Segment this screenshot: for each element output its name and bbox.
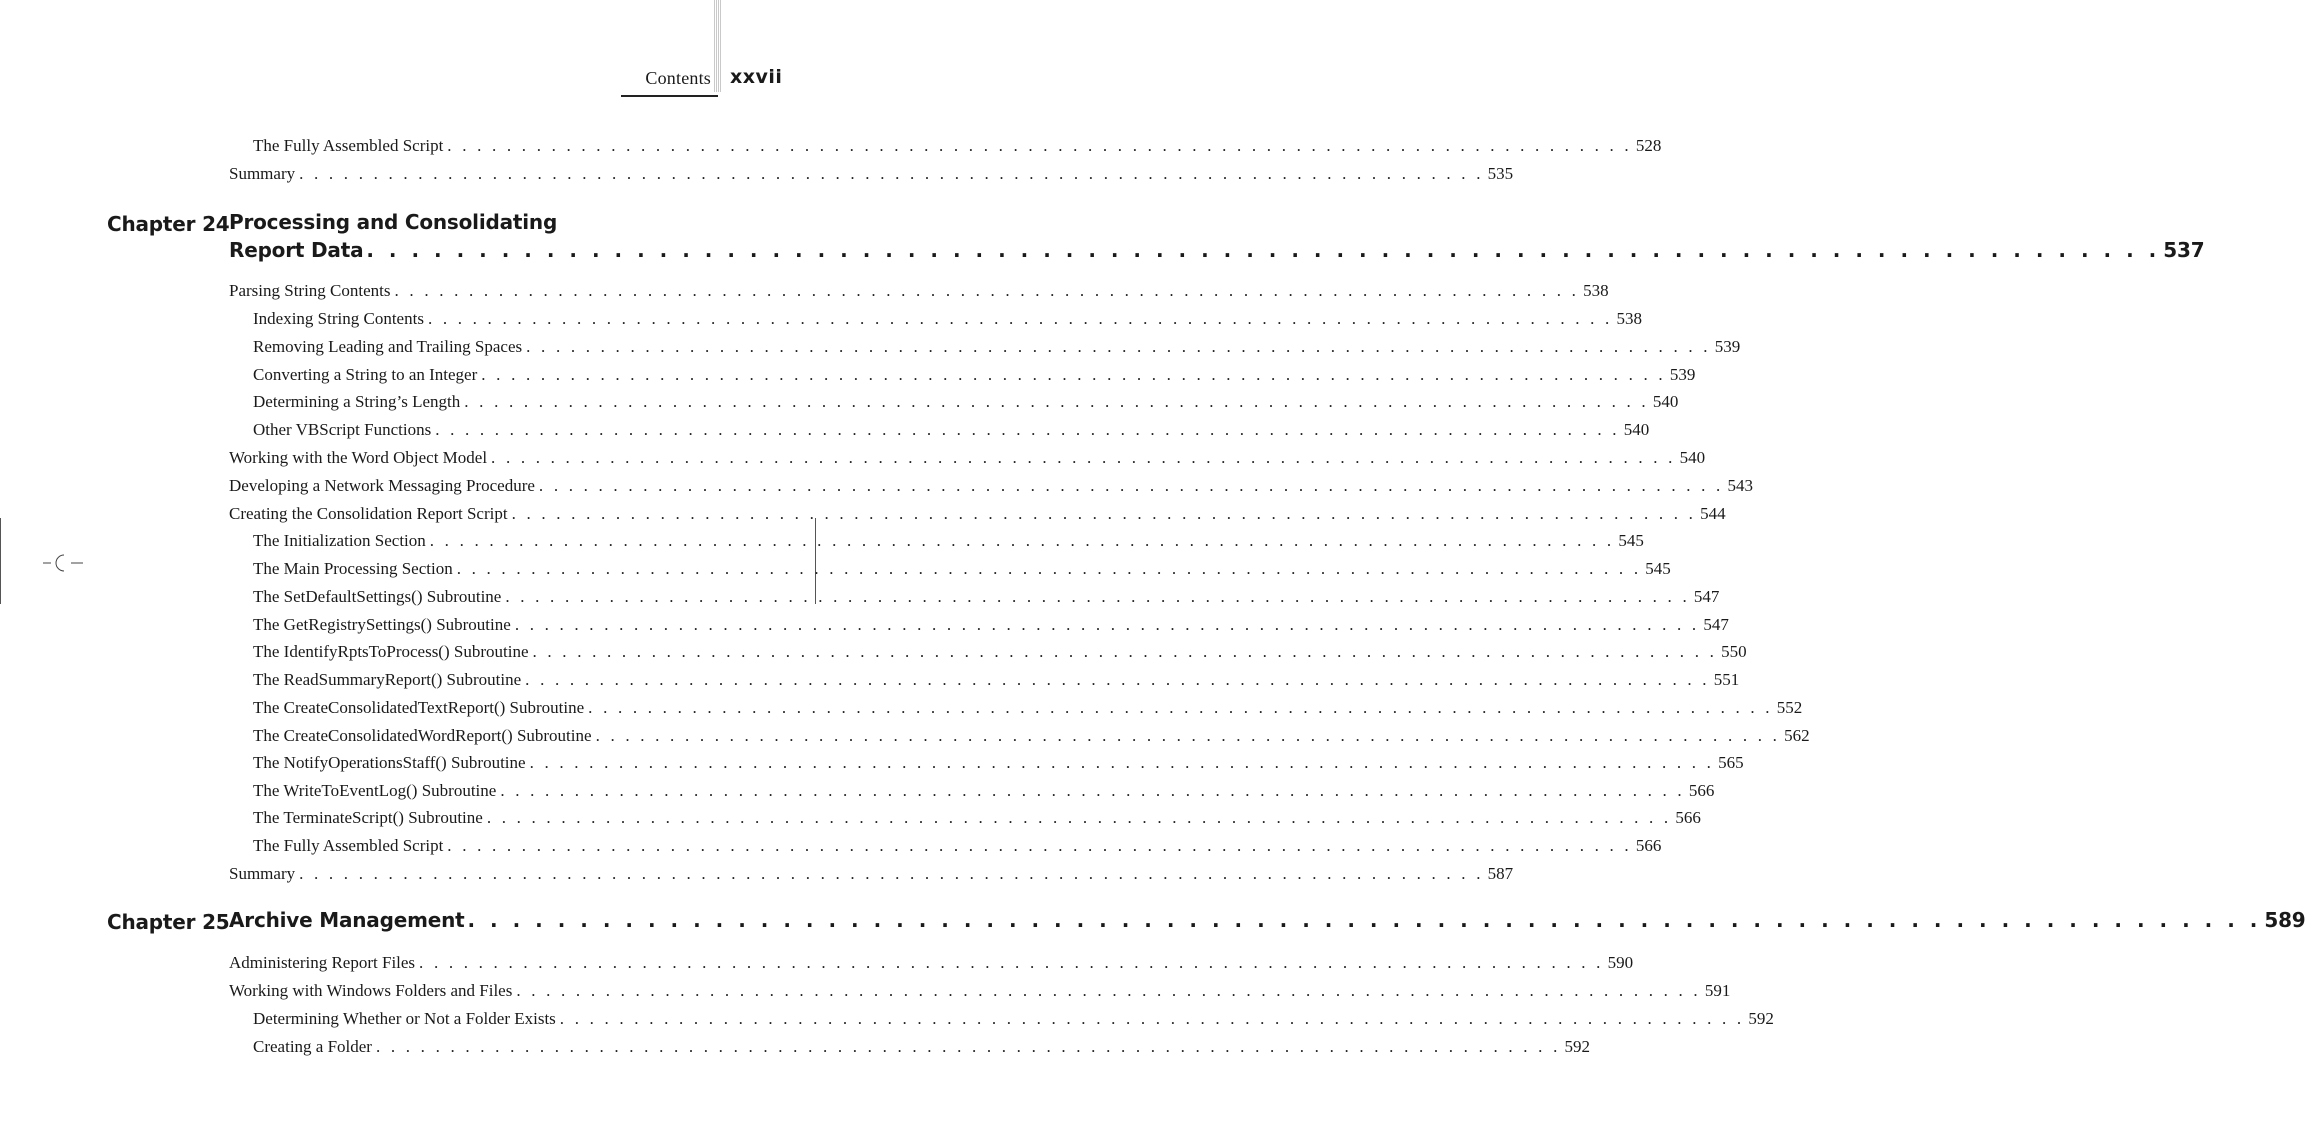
leader-dots: . . . . . . . . . . . . . . . . . . . . . . . . . . . . . . . . . . . . . . . . . . . . . . . . . . . . . . . . . . . . . . . . . . . . . . . . . . . . . . . .: [366, 238, 2161, 262]
toc-entry-title: The TerminateScript() Subroutine: [253, 808, 483, 827]
chapter-title: Report Data: [229, 238, 364, 262]
toc-entry[interactable]: [229, 448, 1706, 472]
toc-entry[interactable]: [229, 164, 1514, 188]
toc-entry[interactable]: [253, 836, 1662, 860]
leader-dots: . . . . . . . . . . . . . . . . . . . . . . . . . . . . . . . . . . . . . . . . . . . . . . . . . . . . . . . . . . . . . . . . . . . . . . . . . . . . . . . .: [532, 642, 1718, 661]
toc-entry-title: Working with Windows Folders and Files: [229, 981, 513, 1000]
toc-entry-title: Working with the Word Object Model: [229, 448, 488, 467]
toc-entry[interactable]: [253, 753, 1744, 777]
header-underline: [621, 95, 718, 97]
toc-entry-title: Other VBScript Functions: [253, 420, 432, 439]
leader-dots: . . . . . . . . . . . . . . . . . . . . . . . . . . . . . . . . . . . . . . . . . . . . . . . . . . . . . . . . . . . . . . . . . . . . . . . . . . . . . . . .: [394, 281, 1580, 300]
toc-entry-title: The SetDefaultSettings() Subroutine: [253, 587, 502, 606]
toc-entry-page: 545: [1618, 531, 1644, 550]
leader-dots: . . . . . . . . . . . . . . . . . . . . . . . . . . . . . . . . . . . . . . . . . . . . . . . . . . . . . . . . . . . . . . . . . . . . . . . . . . . . . . . .: [299, 864, 1484, 883]
chapter-title: Processing and Consolidating: [229, 210, 558, 234]
toc-entry-title: Parsing String Contents: [229, 281, 391, 300]
toc-entry[interactable]: [253, 309, 1643, 333]
header-decorative-bar: [714, 0, 722, 92]
page-number: xxvii: [730, 66, 783, 88]
leader-dots: . . . . . . . . . . . . . . . . . . . . . . . . . . . . . . . . . . . . . . . . . . . . . . . . . . . . . . . . . . . . . . . . . . . . . . . . . . . . . . . .: [375, 1037, 1561, 1056]
toc-entry-title: Removing Leading and Trailing Spaces: [253, 337, 523, 356]
toc-entry[interactable]: [229, 981, 1731, 1005]
toc-entry[interactable]: [253, 392, 1679, 416]
toc-entry-page: 544: [1700, 504, 1726, 523]
toc-entry-title: Creating a Folder: [253, 1037, 372, 1056]
toc-entry-page: 535: [1487, 164, 1514, 183]
toc-entry-page: 543: [1727, 476, 1753, 495]
toc-entry-page: 551: [1713, 670, 1740, 689]
toc-entry-page: 566: [1688, 781, 1715, 800]
toc-entry[interactable]: [229, 504, 1726, 528]
toc-entry-title: Determining a String’s Length: [253, 392, 461, 411]
leader-dots: . . . . . . . . . . . . . . . . . . . . . . . . . . . . . . . . . . . . . . . . . . . . . . . . . . . . . . . . . . . . . . . . . . . . . . . . . . . . . . . .: [481, 365, 1666, 384]
toc-entry-title: The CreateConsolidatedTextReport() Subroutine: [253, 698, 585, 717]
toc-entry-title: Summary: [229, 164, 296, 183]
chapter-page: 589: [2264, 908, 2306, 932]
toc-entry-page: 550: [1721, 642, 1747, 661]
toc-entry-page: 587: [1487, 864, 1514, 883]
toc-entry-title: Administering Report Files: [229, 953, 416, 972]
toc-entry[interactable]: [253, 337, 1741, 361]
toc-entry-title: The CreateConsolidatedWordReport() Subroutine: [253, 726, 592, 745]
toc-entry[interactable]: [253, 1037, 1591, 1061]
toc-entry[interactable]: [253, 587, 1720, 611]
toc-entry-title: The IdentifyRptsToProcess() Subroutine: [253, 642, 529, 661]
toc-entry[interactable]: [253, 642, 1747, 666]
toc-entry-page: 590: [1607, 953, 1634, 972]
toc-entry-title: The Fully Assembled Script: [253, 136, 444, 155]
toc-entry-page: 539: [1669, 365, 1696, 384]
toc-entry-page: 528: [1635, 136, 1662, 155]
leader-dots: . . . . . . . . . . . . . . . . . . . . . . . . . . . . . . . . . . . . . . . . . . . . . . . . . . . . . . . . . . . . . . . . . . . . . . . . . . . . . . . .: [538, 476, 1724, 495]
toc-entry-title: Determining Whether or Not a Folder Exists: [253, 1009, 556, 1028]
toc-entry[interactable]: [229, 281, 1609, 305]
leader-dots: . . . . . . . . . . . . . . . . . . . . . . . . . . . . . . . . . . . . . . . . . . . . . . . . . . . . . . . . . . . . . . . . . . . . . . . . . . . . . . . .: [526, 337, 1711, 356]
toc-entry[interactable]: [253, 420, 1650, 444]
toc-entry-title: Converting a String to an Integer: [253, 365, 478, 384]
leader-dots: . . . . . . . . . . . . . . . . . . . . . . . . . . . . . . . . . . . . . . . . . . . . . . . . . . . . . . . . . . . . . . . . . . . . . . . . . . . . . . . .: [447, 836, 1632, 855]
running-header-title: Contents: [645, 68, 711, 88]
leader-dots: . . . . . . . . . . . . . . . . . . . . . . . . . . . . . . . . . . . . . . . . . . . . . . . . . . . . . . . . . . . . . . . . . . . . . . . . . . . . . . . .: [491, 448, 1676, 467]
toc-entry-page: 545: [1645, 559, 1671, 578]
toc-entry-page: 539: [1714, 337, 1741, 356]
toc-entry-page: 562: [1784, 726, 1810, 745]
leader-dots: . . . . . . . . . . . . . . . . . . . . . . . . . . . . . . . . . . . . . . . . . . . . . . . . . . . . . . . . . . . . . . . . . . . . . . . . . . . . . . . .: [525, 670, 1710, 689]
toc-entry-title: Developing a Network Messaging Procedure: [229, 476, 535, 495]
leader-dots: . . . . . . . . . . . . . . . . . . . . . . . . . . . . . . . . . . . . . . . . . . . . . . . . . . . . . . . . . . . . . . . . . . . . . . . . . . . . . . . .: [486, 808, 1672, 827]
leader-dots: . . . . . . . . . . . . . . . . . . . . . . . . . . . . . . . . . . . . . . . . . . . . . . . . . . . . . . . . . . . . . . . . . . . . . . . . . . . . . . . .: [435, 420, 1620, 439]
chapter-24-title-line2[interactable]: [229, 238, 2205, 266]
leader-dots: . . . . . . . . . . . . . . . . . . . . . . . . . . . . . . . . . . . . . . . . . . . . . . . . . . . . . . . . . . . . . . . . . . . . . . . . . . . . . . . .: [505, 587, 1690, 606]
leader-dots: . . . . . . . . . . . . . . . . . . . . . . . . . . . . . . . . . . . . . . . . . . . . . . . . . . . . . . . . . . . . . . . . . . . . . . . . . . . . . . . .: [447, 136, 1632, 155]
leader-dots: . . . . . . . . . . . . . . . . . . . . . . . . . . . . . . . . . . . . . . . . . . . . . . . . . . . . . . . . . . . . . . . . . . . . . . . . . . . . . . . .: [464, 392, 1649, 411]
leader-dots: . . . . . . . . . . . . . . . . . . . . . . . . . . . . . . . . . . . . . . . . . . . . . . . . . . . . . . . . . . . . . . . . . . . . . . . . . . . . . . . .: [299, 164, 1484, 183]
toc-entry-page: 547: [1693, 587, 1720, 606]
leader-dots: . . . . . . . . . . . . . . . . . . . . . . . . . . . . . . . . . . . . . . . . . . . . . . . . . . . . . . . . . . . . . . . . . . . . . . . . . . . . . . . .: [429, 531, 1615, 550]
toc-entry-title: Creating the Consolidation Report Script: [229, 504, 508, 523]
leader-dots: . . . . . . . . . . . . . . . . . . . . . . . . . . . . . . . . . . . . . . . . . . . . . . . . . . . . . . . . . . . . . . . . . . . . . . . . . . . . . . . .: [588, 698, 1773, 717]
toc-entry-page: 538: [1616, 309, 1643, 328]
toc-entry-title: The NotifyOperationsStaff() Subroutine: [253, 753, 526, 772]
toc-entry-page: 540: [1679, 448, 1706, 467]
leader-dots: . . . . . . . . . . . . . . . . . . . . . . . . . . . . . . . . . . . . . . . . . . . . . . . . . . . . . . . . . . . . . . . . . . . . . . . . . . . . . . . .: [419, 953, 1604, 972]
leader-dots: . . . . . . . . . . . . . . . . . . . . . . . . . . . . . . . . . . . . . . . . . . . . . . . . . . . . . . . . . . . . . . . . . . . . . . . . . . . . . . . .: [500, 781, 1685, 800]
leader-dots: . . . . . . . . . . . . . . . . . . . . . . . . . . . . . . . . . . . . . . . . . . . . . . . . . . . . . . . . . . . . . . . . . . . . . . . . . . . . . . . .: [456, 559, 1642, 578]
crop-mark-left: [0, 518, 1, 604]
leader-dots: . . . . . . . . . . . . . . . . . . . . . . . . . . . . . . . . . . . . . . . . . . . . . . . . . . . . . . . . . . . . . . . . . . . . . . . . . . . . . . . .: [559, 1009, 1745, 1028]
toc-entry[interactable]: [253, 1009, 1774, 1033]
chapter-page: 537: [2163, 238, 2205, 262]
toc-entry-page: 540: [1652, 392, 1679, 411]
leader-dots: . . . . . . . . . . . . . . . . . . . . . . . . . . . . . . . . . . . . . . . . . . . . . . . . . . . . . . . . . . . . . . . . . . . . . . . . . . . . . . . .: [529, 753, 1715, 772]
toc-entry[interactable]: [253, 365, 1696, 389]
toc-entry[interactable]: [253, 559, 1671, 583]
toc-entry[interactable]: [253, 136, 1662, 160]
toc-entry[interactable]: [253, 670, 1740, 694]
toc-entry[interactable]: [253, 531, 1644, 555]
toc-entry-page: 566: [1675, 808, 1701, 827]
toc-entry-title: Summary: [229, 864, 296, 883]
leader-dots: . . . . . . . . . . . . . . . . . . . . . . . . . . . . . . . . . . . . . . . . . . . . . . . . . . . . . . . . . . . . . . . . . . . . . . . . . . . . . . . .: [514, 615, 1700, 634]
toc-entry[interactable]: [253, 698, 1803, 722]
toc-entry[interactable]: [229, 476, 1753, 500]
toc-entry-page: 591: [1704, 981, 1731, 1000]
toc-entry[interactable]: [253, 615, 1729, 639]
chapter-25-label: Chapter 25: [107, 910, 230, 934]
toc-entry-title: The Main Processing Section: [253, 559, 453, 578]
leader-dots: . . . . . . . . . . . . . . . . . . . . . . . . . . . . . . . . . . . . . . . . . . . . . . . . . . . . . . . . . . . . . . . . . . . . . . . . . . . . . . . .: [427, 309, 1613, 328]
toc-entry-page: 538: [1583, 281, 1609, 300]
toc-entry-title: Indexing String Contents: [253, 309, 424, 328]
chapter-24-title-line1[interactable]: [229, 210, 709, 238]
toc-entry-page: 565: [1718, 753, 1744, 772]
toc-entry-page: 552: [1776, 698, 1803, 717]
registration-mark-icon: [40, 548, 86, 578]
leader-dots: . . . . . . . . . . . . . . . . . . . . . . . . . . . . . . . . . . . . . . . . . . . . . . . . . . . . . . . . . . . . . . . . . . . . . . . . . . . . . . . .: [511, 504, 1697, 523]
leader-dots: . . . . . . . . . . . . . . . . . . . . . . . . . . . . . . . . . . . . . . . . . . . . . . . . . . . . . . . . . . . . . . . . . . . . . . . . . . . . . . . .: [595, 726, 1781, 745]
toc-entry-title: The Fully Assembled Script: [253, 836, 444, 855]
toc-entry[interactable]: [253, 808, 1701, 832]
toc-entry-page: 540: [1623, 420, 1650, 439]
toc-entry-title: The GetRegistrySettings() Subroutine: [253, 615, 511, 634]
toc-entry-page: 592: [1748, 1009, 1774, 1028]
toc-entry-page: 566: [1635, 836, 1662, 855]
chapter-title: Archive Management: [229, 908, 465, 932]
toc-entry[interactable]: [229, 864, 1514, 888]
toc-entry[interactable]: [229, 953, 1634, 977]
toc-entry-page: 547: [1703, 615, 1729, 634]
leader-dots: . . . . . . . . . . . . . . . . . . . . . . . . . . . . . . . . . . . . . . . . . . . . . . . . . . . . . . . . . . . . . . . . . . . . . . . . . . . . . . . .: [516, 981, 1701, 1000]
chapter-25-title[interactable]: [229, 908, 2306, 936]
leader-dots: . . . . . . . . . . . . . . . . . . . . . . . . . . . . . . . . . . . . . . . . . . . . . . . . . . . . . . . . . . . . . . . . . . . . . . . . . . . . . . . .: [467, 908, 2262, 932]
toc-entry[interactable]: [253, 726, 1810, 750]
toc-entry-title: The Initialization Section: [253, 531, 426, 550]
toc-entry[interactable]: [253, 781, 1715, 805]
chapter-24-label: Chapter 24: [107, 212, 230, 236]
toc-entry-page: 592: [1564, 1037, 1591, 1056]
toc-entry-title: The ReadSummaryReport() Subroutine: [253, 670, 522, 689]
toc-entry-title: The WriteToEventLog() Subroutine: [253, 781, 497, 800]
